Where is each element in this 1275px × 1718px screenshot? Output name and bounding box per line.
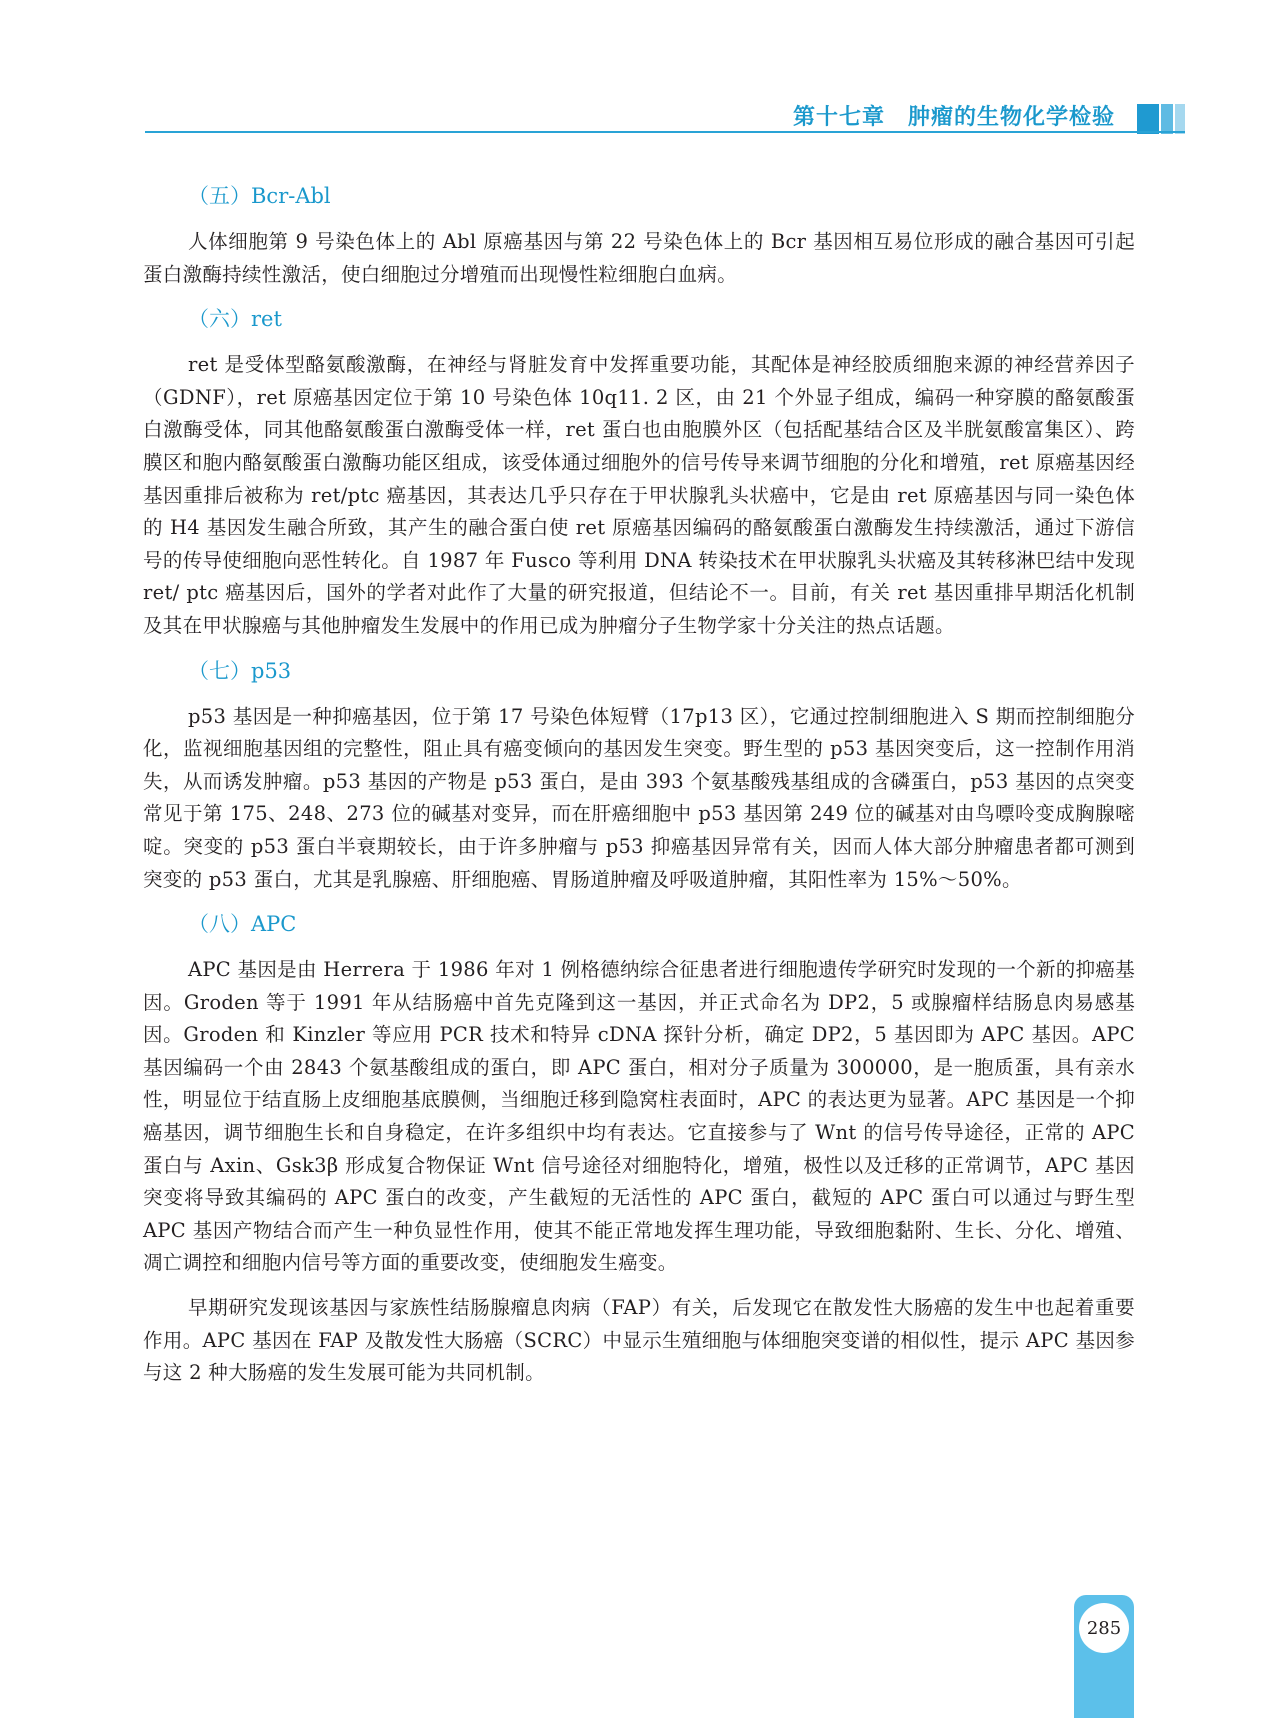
- header-color-block: [1137, 104, 1159, 134]
- page-number: 285: [1079, 1603, 1129, 1653]
- paragraph: ret 是受体型酪氨酸激酶，在神经与肾脏发育中发挥重要功能，其配体是神经胶质细胞来源的神经营养因子（GDNF），ret 原癌基因定位于第 10 号染色体 10q11. 2 区，由 21 个外显子组成，编码一种穿膜的酪氨酸蛋白激酶受体，同其他酪氨酸蛋白激酶受体一样，ret 蛋白也由胞膜外区（包括配基结合区及半胱氨酸富集区）、跨膜区和胞内酪氨酸蛋白激酶功能区组成，该受体通过细胞外的信号传导来调节细胞的分化和增殖，ret 原癌基因经基因重排后被称为 ret/ptc 癌基因，其表达几乎只存在于甲状腺乳头状癌中，它是由 ret 原癌基因与同一染色体的 H4 基因发生融合所致，其产生的融合蛋白使 ret 原癌基因编码的酪氨酸蛋白激酶发生持续激活，通过下游信号的传导使细胞向恶性转化。自 1987 年 Fusco 等利用 DNA 转染技术在甲状腺乳头状癌及其转移淋巴结中发现 ret/ ptc 癌基因后，国外的学者对此作了大量的研究报道，但结论不一。目前，有关 ret 基因重排早期活化机制及其在甲状腺癌与其他肿瘤发生发展中的作用已成为肿瘤分子生物学家十分关注的热点话题。: [143, 353, 1135, 637]
- paragraph: p53 基因是一种抑癌基因，位于第 17 号染色体短臂（17p13 区），它通过控制细胞进入 S 期而控制细胞分化，监视细胞基因组的完整性，阻止具有癌变倾向的基因发生突变。野生型的 p53 基因突变后，这一控制作用消失，从而诱发肿瘤。p53 基因的产物是 p53 蛋白，是由 393 个氨基酸残基组成的含磷蛋白，p53 基因的点突变常见于第 175、248、273 位的碱基对变异，而在肝癌细胞中 p53 基因第 249 位的碱基对由鸟嘌呤变成胸腺嘧啶。突变的 p53 蛋白半衰期较长，由于许多肿瘤与 p53 抑癌基因异常有关，因而人体大部分肿瘤患者都可测到突变的 p53 蛋白，尤其是乳腺癌、肝细胞癌、胃肠道肿瘤及呼吸道肿瘤，其阳性率为 15%～50%。: [143, 704, 1135, 891]
- section-heading: （六）ret: [188, 307, 282, 332]
- chapter-header-title: 第十七章 肿瘤的生物化学检验: [792, 105, 1115, 130]
- paragraph: APC 基因是由 Herrera 于 1986 年对 1 例格德纳综合征患者进行细胞遗传学研究时发现的一个新的抑癌基因。Groden 等于 1991 年从结肠癌中首先克隆到这一基因，并正式命名为 DP2，5 或腺瘤样结肠息肉易感基因。Groden 和 Kinzler 等应用 PCR 技术和特异 cDNA 探针分析，确定 DP2，5 基因即为 APC 基因。APC 基因编码一个由 2843 个氨基酸组成的蛋白，即 APC 蛋白，相对分子质量为 300000，是一胞质蛋，具有亲水性，明显位于结直肠上皮细胞基底膜侧，当细胞迁移到隐窝柱表面时，APC 的表达更为显著。APC 基因是一个抑癌基因，调节细胞生长和自身稳定，在许多组织中均有表达。它直接参与了 Wnt 的信号传导途径，正常的 APC 蛋白与 Axin、Gsk3β 形成复合物保证 Wnt 信号途径对细胞特化，增殖，极性以及迁移的正常调节，APC 基因突变将导致其编码的 APC 蛋白的改变，产生截短的无活性的 APC 蛋白，截短的 APC 蛋白可以通过与野生型 APC 基因产物结合而产生一种负显性作用，使其不能正常地发挥生理功能，导致细胞黏附、生长、分化、增殖、凋亡调控和细胞内信号等方面的重要改变，使细胞发生癌变。: [143, 958, 1135, 1275]
- section-ret: [143, 303, 1135, 642]
- page-body: [143, 180, 1135, 1402]
- section-heading: （五）Bcr-Abl: [188, 184, 331, 208]
- paragraph: 早期研究发现该基因与家族性结肠腺瘤息肉病（FAP）有关，后发现它在散发性大肠癌的发生中也起着重要作用。APC 基因在 FAP 及散发性大肠癌（SCRC）中显示生殖细胞与体细胞突变谱的相似性，提示 APC 基因参与这 2 种大肠癌的发生发展可能为共同机制。: [143, 1296, 1135, 1385]
- header-color-block: [1161, 104, 1173, 134]
- section-apc: [143, 908, 1135, 1390]
- section-p53: [143, 655, 1135, 897]
- section-bcr-abl: [143, 180, 1135, 291]
- paragraph: 人体细胞第 9 号染色体上的 Abl 原癌基因与第 22 号染色体上的 Bcr 基因相互易位形成的融合基因可引起蛋白激酶持续性激活，使白细胞过分增殖而出现慢性粒细胞白血病。: [143, 230, 1135, 286]
- header-rule: [145, 131, 1185, 133]
- section-heading: （七）p53: [188, 658, 292, 683]
- header-color-block: [1175, 104, 1185, 134]
- section-heading: （八）APC: [188, 912, 297, 937]
